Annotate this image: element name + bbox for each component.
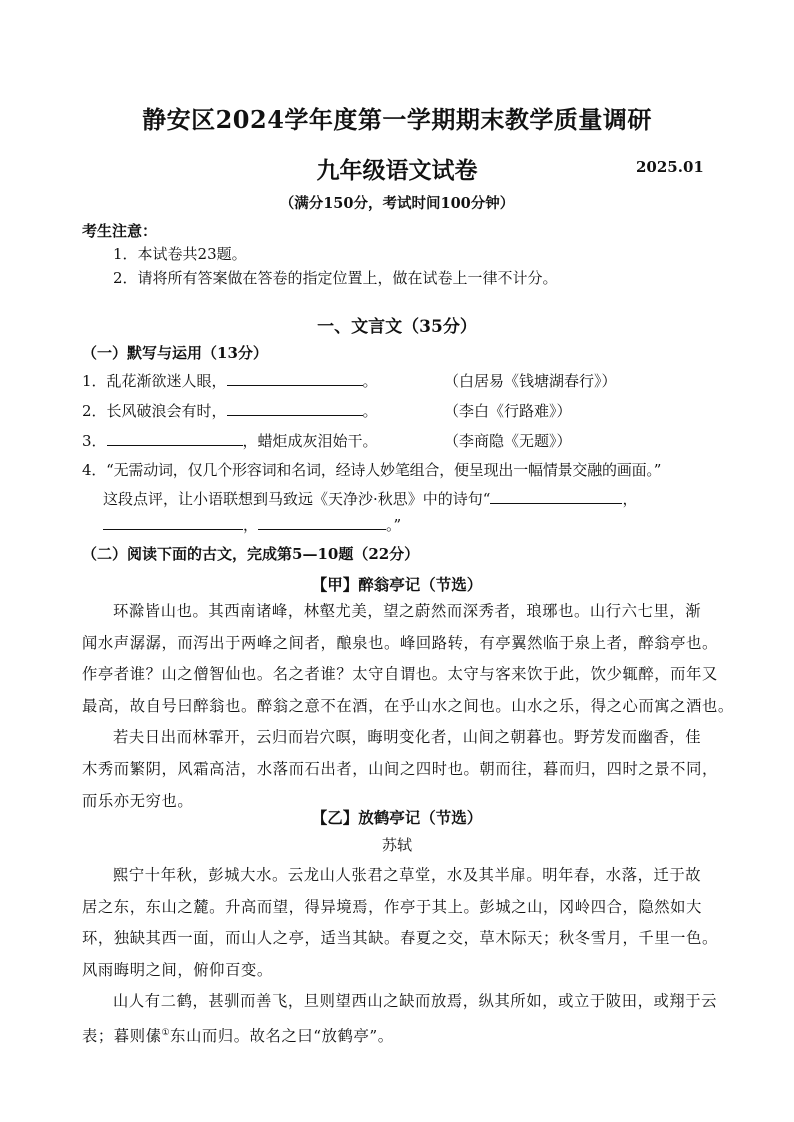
passage-b-line: 风雨晦明之间，俯仰百变。: [82, 960, 273, 979]
q1-answer-blank[interactable]: [227, 370, 363, 386]
q4-answer-blank-1[interactable]: [490, 488, 622, 504]
passage-b-author: 苏轼: [381, 836, 412, 854]
passage-b-text: 东山而归。故名之曰“放鹤亭”。: [170, 1027, 394, 1046]
q4-separator: ，: [243, 516, 259, 534]
passage-a-line: 环滁皆山也。其西南诸峰，林壑尤美，望之蔚然而深秀者，琅琊也。山行六七里，渐: [113, 602, 702, 620]
passage-b-line: 山人有二鹤，甚驯而善飞，旦则望西山之缺而放焉，纵其所如，或立于陂田，或翔于云: [113, 992, 718, 1011]
q4-answer-blank-2[interactable]: [103, 514, 243, 530]
notice-item-2: 2．请将所有答案做在答卷的指定位置上，做在试卷上一律不计分。: [113, 269, 558, 287]
passage-a-line: 木秀而繁阴，风霜高洁，水落而石出者，山间之四时也。朝而往，暮而归，四时之景不同，: [82, 759, 718, 778]
question-4-line2: [103, 488, 637, 509]
q4-answer-blank-3[interactable]: [258, 514, 386, 530]
passage-a-line: 若夫日出而林霏开，云归而岩穴暝，晦明变化者，山间之朝暮也。野芳发而幽香，佳: [113, 728, 702, 747]
passage-b-text: 表；暮则傃: [82, 1027, 162, 1046]
part2-title: （二）阅读下面的古文，完成第5—10题（22分）: [82, 545, 420, 563]
question-4-line1: 4．“无需动词，仅几个形容词和名词，经诗人妙笔组合，便呈现出一幅情景交融的画面。”: [82, 461, 662, 479]
q1-source: （白居易《钱塘湖春行》）: [444, 372, 617, 390]
exam-date: 2025.01: [636, 158, 704, 176]
question-2: [82, 400, 378, 421]
passage-b-line: 熙宁十年秋，彭城大水。云龙山人张君之草堂，水及其半扉。明年春，水落，迁于故: [113, 866, 702, 884]
passage-a-line: 作亭者谁？山之僧智仙也。名之者谁？太守自谓也。太守与客来饮于此，饮少辄醉，而年又: [82, 665, 718, 684]
q3-source: （李商隐《无题》）: [444, 432, 572, 450]
notice-label: 考生注意：: [82, 222, 158, 240]
passage-b-body: [82, 860, 722, 1053]
question-1: [82, 370, 378, 391]
passage-b-line: [82, 1018, 722, 1053]
question-4-line3: [103, 514, 401, 535]
score-note: （满分150分，考试时间100分钟）: [279, 195, 515, 212]
passage-b-line: 居之东，东山之麓。升高而望，得异境焉，作亭于其上。彭城之山，冈岭四合，隐然如大: [82, 897, 702, 916]
notice-item-1: 1．本试卷共23题。: [113, 245, 247, 263]
exam-subtitle: 九年级语文试卷: [316, 157, 478, 184]
part1-title: （一）默写与运用（13分）: [82, 344, 268, 362]
q4-prompt: 这段点评，让小语联想到马致远《天净沙·秋思》中的诗句“: [103, 490, 491, 508]
q3-text: ，蜡炬成灰泪始干。: [242, 432, 378, 450]
passage-a-line: 最高，故自号曰醉翁也。醉翁之意不在酒，在乎山水之间也。山水之乐，得之心而寓之酒也。: [82, 696, 734, 715]
q4-end: 。”: [386, 516, 402, 534]
page-title: 静安区2024学年度第一学期期末教学质量调研: [142, 105, 652, 134]
q3-number: 3．: [82, 432, 107, 450]
section-title-classical: 一、文言文（35分）: [317, 317, 477, 337]
passage-a-title: 【甲】醉翁亭记（节选）: [311, 575, 483, 594]
passage-b-line: 环，独缺其西一面，而山人之亭，适当其缺。春夏之交，草木际天；秋冬雪月，千里一色。: [82, 929, 718, 948]
q1-end: 。: [362, 372, 378, 390]
q2-source: （李白《行路难》）: [444, 402, 572, 420]
q2-text: 2．长风破浪会有时，: [82, 402, 227, 420]
q4-comma: ，: [622, 490, 638, 508]
passage-b-title: 【乙】放鹤亭记（节选）: [311, 808, 483, 827]
passage-a-body: [82, 596, 734, 817]
q2-answer-blank[interactable]: [227, 400, 363, 416]
passage-a-line: 而乐亦无穷也。: [82, 791, 194, 810]
q1-text: 1．乱花渐欲迷人眼，: [82, 372, 227, 390]
footnote-marker[interactable]: ①: [161, 1027, 171, 1038]
q2-end: 。: [362, 402, 378, 420]
q3-answer-blank[interactable]: [107, 430, 243, 446]
passage-a-line: 闻水声潺潺，而泻出于两峰之间者，酿泉也。峰回路转，有亭翼然临于泉上者，醉翁亭也。: [82, 633, 718, 652]
question-3: [82, 430, 378, 451]
